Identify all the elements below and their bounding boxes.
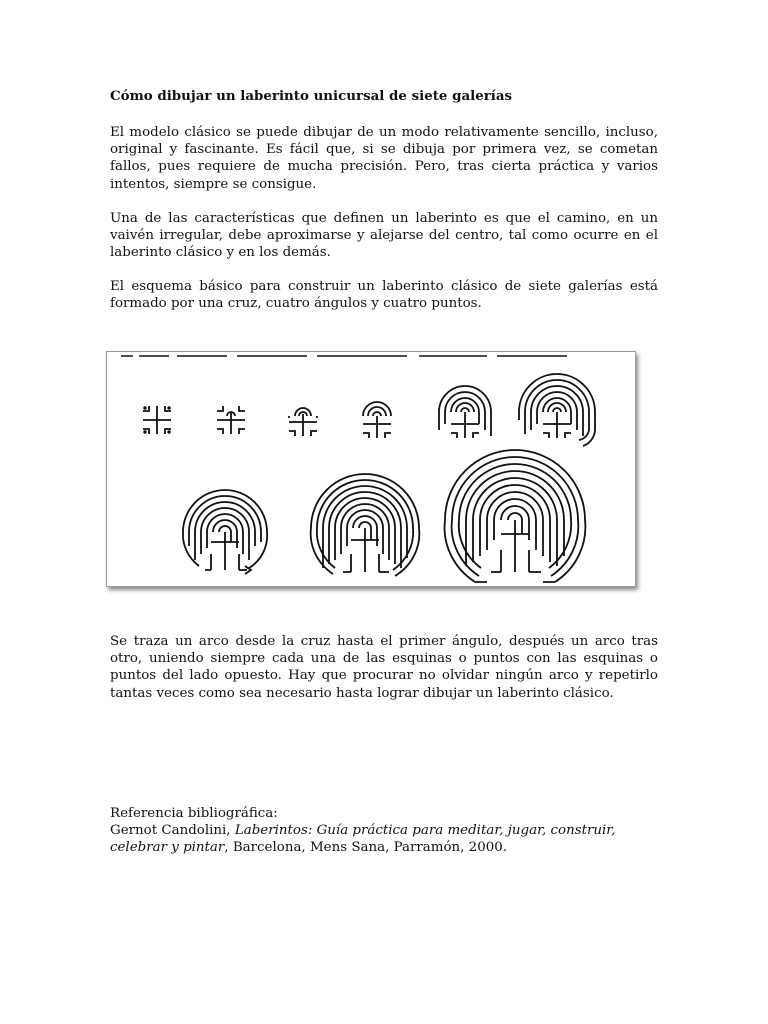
labyrinth-step-1 xyxy=(143,406,171,434)
labyrinth-step-9 xyxy=(445,450,586,582)
paragraph-intro: El modelo clásico se puede dibujar de un modo relativamente sencillo, incluso, original y fascinante. Es fácil que, si se dibuja por primera vez, se cometan fallos, pues requiere de mucha precisión. Pero, tras cierta práctica y varios intentos, siempre se consigue. xyxy=(110,125,658,192)
paragraph-characteristics: Una de las características que definen un laberinto es que el camino, en un vaivén irregular, debe aproximarse y alejarse del centro, tal como ocurre en el laberinto clásico y en los demás. xyxy=(110,211,658,261)
labyrinth-step-5 xyxy=(439,386,491,438)
labyrinth-step-6 xyxy=(519,374,595,446)
labyrinth-step-3 xyxy=(289,408,317,436)
reference-publication: , Barcelona, Mens Sana, Parramón, 2000. xyxy=(224,840,508,856)
labyrinth-step-2 xyxy=(217,406,245,434)
reference-heading: Referencia bibliográfica: xyxy=(110,806,278,821)
labyrinth-steps-drawing xyxy=(107,352,635,586)
paragraph-basic-scheme: El esquema básico para construir un laberinto clásico de siete galerías está formado por una cruz, cuatro ángulos y cuatro puntos. xyxy=(110,279,658,312)
labyrinth-step-7 xyxy=(183,490,267,574)
labyrinth-step-8 xyxy=(311,474,420,576)
bibliographic-reference xyxy=(110,805,658,857)
reference-book-title: Laberintos: Guía práctica para meditar, jugar, construir, celebrar y pintar xyxy=(110,823,616,856)
labyrinth-step-4 xyxy=(363,402,391,438)
labyrinth-steps-figure xyxy=(106,351,636,587)
paragraph-instructions: Se traza un arco desde la cruz hasta el primer ángulo, después un arco tras otro, uniendo siempre cada una de las esquinas o puntos con las esquinas o puntos del lado opuesto. Hay que procurar no olvidar ningún arco y repetirlo tantas veces como sea necesario hasta lograr dibujar un laberinto clásico. xyxy=(110,634,658,701)
reference-author: Gernot Candolini, xyxy=(110,823,235,839)
document-title: Cómo dibujar un laberinto unicursal de siete galerías xyxy=(110,88,513,104)
